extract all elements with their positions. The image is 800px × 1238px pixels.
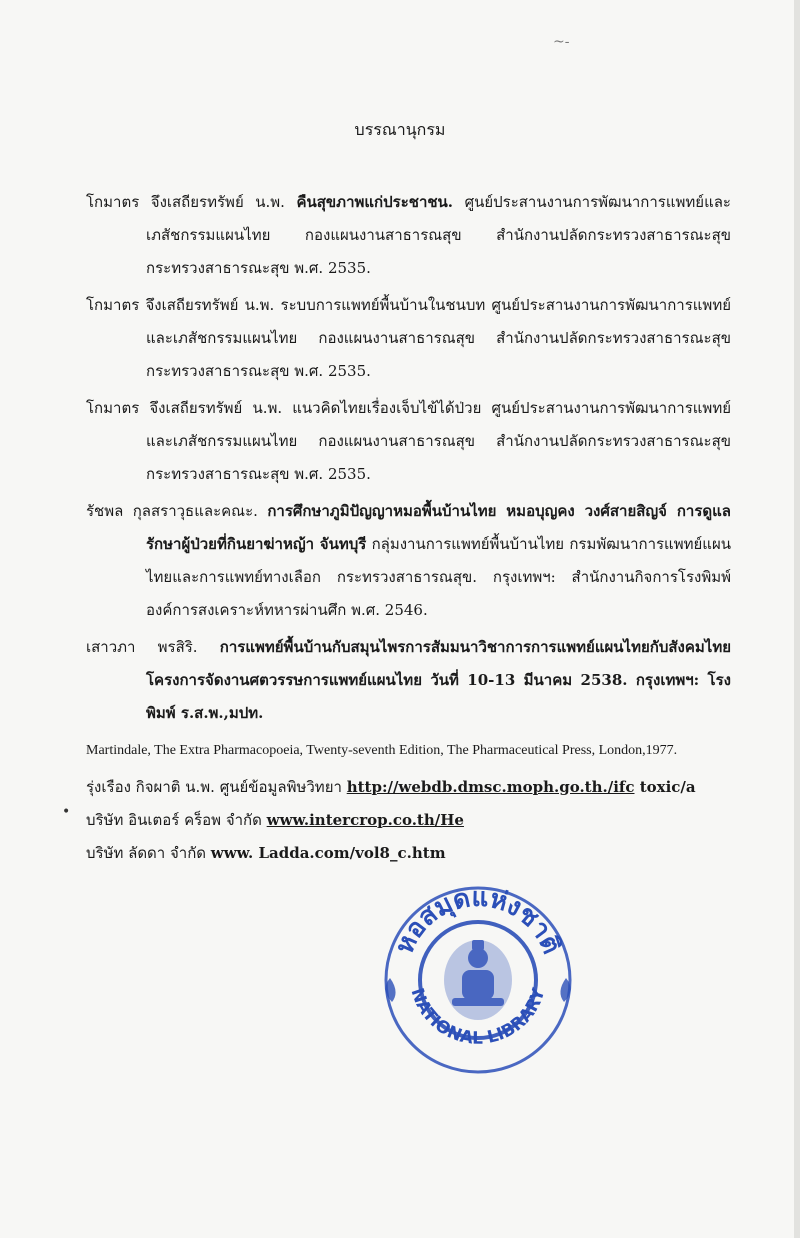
page-edge xyxy=(794,0,800,1238)
national-library-stamp xyxy=(378,880,578,1080)
bibliography-list xyxy=(86,186,731,870)
scan-mark: ~- xyxy=(553,34,570,50)
page-title: บรรณานุกรม xyxy=(354,120,446,139)
web-reference: รุ่งเรือง กิจผาติ น.พ. ศูนย์ข้อมูลพิษวิทยา http://webdb.dmsc.moph.go.th./ifc toxic/a xyxy=(86,778,696,796)
web-reference: บริษัท อินเตอร์ คร็อพ จำกัด www.intercrop.co.th/He xyxy=(86,811,464,829)
stamp-thai-text: หอสมุดแห่งชาติ xyxy=(389,882,567,959)
stamp-english-text: NATIONAL LIBRARY xyxy=(406,985,550,1049)
stamp-emblem-icon xyxy=(444,940,512,1020)
web-link[interactable]: www.intercrop.co.th/He xyxy=(266,811,464,829)
bibliography-entry: รัชพล กุลสราวุธและคณะ. การศึกษาภูมิปัญญาหมอพื้นบ้านไทย หมอบุญคง วงศ์สายสิญจ์ การดูแลรักษาผู้ป่วยที่กินยาฆ่าหญ้า จันทบุรี กลุ่มงานการแพทย์พื้นบ้านไทย กรมพัฒนาการแพทย์แผนไทยและการแพทย์ทางเลือก กระทรวงสาธารณสุข. กรุงเทพฯ: สำนักงานกิจการโรงพิมพ์องค์การสงเคราะห์ทหารผ่านศึก พ.ศ. 2546. xyxy=(86,502,731,619)
web-reference: บริษัท ลัดดา จำกัด www. Ladda.com/vol8_c.htm xyxy=(86,844,446,862)
bibliography-entry-martindale: Martindale, The Extra Pharmacopoeia, Twenty-seventh Edition, The Pharmaceutical Press, London,1977. xyxy=(86,743,678,758)
bullet-dot: • xyxy=(62,804,71,820)
bibliography-entry: โกมาตร จึงเสถียรทรัพย์ น.พ. คืนสุขภาพแก่ประชาชน. ศูนย์ประสานงานการพัฒนาการแพทย์และเภสัชกรรมแผนไทย กองแผนงานสาธารณสุข สำนักงานปลัดกระทรวงสาธารณะสุข กระทรวงสาธารณะสุข พ.ศ. 2535. xyxy=(86,193,731,277)
bibliography-entry: เสาวภา พรสิริ. การแพทย์พื้นบ้านกับสมุนไพรการสัมมนาวิชาการการแพทย์แผนไทยกับสังคมไทย โครงการจัดงานศตวรรษการแพทย์แผนไทย วันที่ 10-13 มีนาคม 2538. กรุงเทพฯ: โรงพิมพ์ ร.ส.พ.,มปท. xyxy=(86,638,731,722)
bibliography-entry: โกมาตร จึงเสถียรทรัพย์ น.พ. ระบบการแพทย์พื้นบ้านในชนบท ศูนย์ประสานงานการพัฒนาการแพทย์และเภสัชกรรมแผนไทย กองแผนงานสาธารณสุข สำนักงานปลัดกระทรวงสาธารณะสุข กระทรวงสาธารณะสุข พ.ศ. 2535. xyxy=(86,296,731,380)
bibliography-entry: โกมาตร จึงเสถียรทรัพย์ น.พ. แนวคิดไทยเรื่องเจ็บไข้ได้ป่วย ศูนย์ประสานงานการพัฒนาการแพทย์และเภสัชกรรมแผนไทย กองแผนงานสาธารณสุข สำนักงานปลัดกระทรวงสาธารณะสุข กระทรวงสาธารณะสุข พ.ศ. 2535. xyxy=(86,399,731,483)
web-link[interactable]: http://webdb.dmsc.moph.go.th./ifc xyxy=(346,778,635,796)
